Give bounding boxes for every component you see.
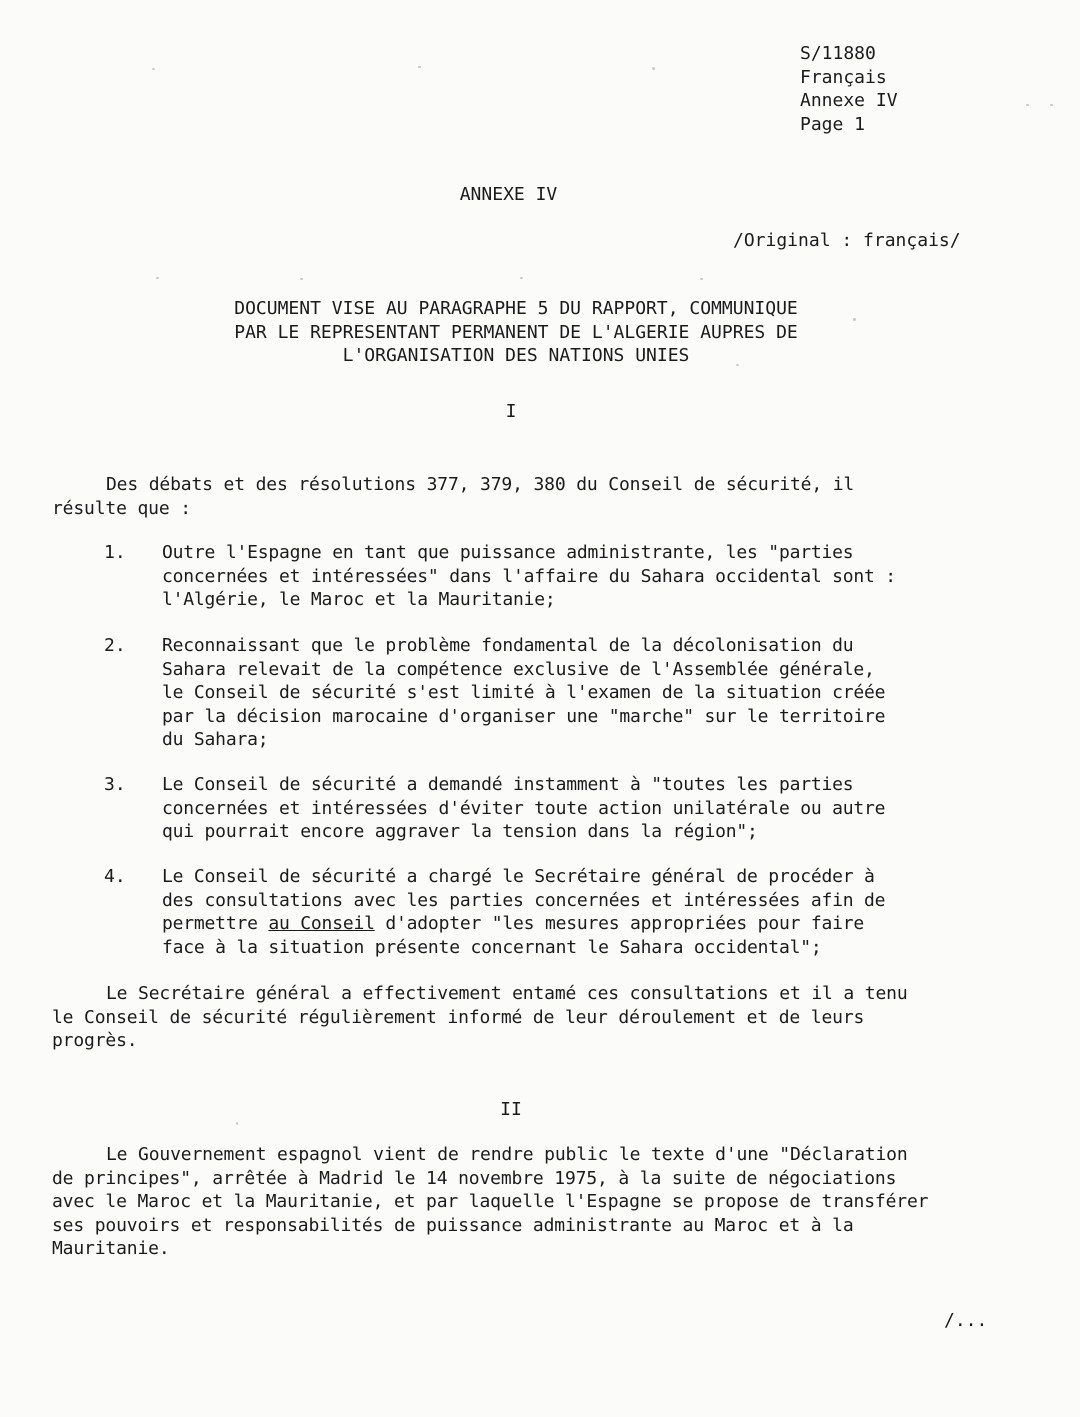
scan-speck: [152, 68, 155, 70]
list-item-line: concernées et intéressées" dans l'affaire du Sahara occidental sont :: [162, 565, 896, 587]
list-item-line: Outre l'Espagne en tant que puissance administrante, les "parties: [162, 542, 854, 563]
list-item-line: concernées et intéressées d'éviter toute action unilatérale ou autre: [162, 797, 886, 819]
section-1-closing: [52, 982, 992, 1053]
paragraph-line: Le Gouvernement espagnol vient de rendre public le texte d'une "Déclaration: [106, 1144, 908, 1165]
section-number-2: II: [500, 1099, 522, 1120]
scan-speck: [418, 66, 421, 68]
scan-speck: [236, 1122, 238, 1125]
scan-speck: [736, 364, 739, 366]
list-item-text: [162, 773, 982, 844]
list-item-line: Le Conseil de sécurité a chargé le Secrétaire général de procéder à: [162, 866, 875, 887]
scan-speck: [853, 318, 856, 321]
original-language-note: /Original : français/: [733, 230, 961, 251]
paragraph-line: résulte que :: [52, 497, 191, 519]
scan-speck: [1026, 104, 1029, 106]
underlined-text: au Conseil: [268, 913, 375, 934]
scan-speck: [700, 278, 703, 280]
document-reference: [800, 42, 1040, 136]
line-segment: d'adopter "les mesures appropriées pour faire: [374, 913, 865, 934]
list-item-line: des consultations avec les parties concernées et intéressées afin de: [162, 889, 886, 911]
list-item-number: 4.: [104, 866, 126, 887]
annex-title: ANNEXE IV: [459, 184, 558, 205]
section-2-paragraph: [52, 1143, 992, 1261]
paragraph-line: progrès.: [52, 1030, 138, 1051]
list-item-line: le Conseil de sécurité s'est limité à l'examen de la situation créée: [162, 682, 886, 703]
scan-speck: [156, 277, 159, 279]
list-item-line: Le Conseil de sécurité a demandé instamment à "toutes les parties: [162, 774, 854, 795]
list-item-number: 3.: [104, 774, 126, 795]
paragraph-line: de principes", arrêtée à Madrid le 14 novembre 1975, à la suite de négociations: [52, 1167, 897, 1189]
list-item-line: l'Algérie, le Maroc et la Mauritanie;: [162, 589, 556, 610]
paragraph-line: avec le Maroc et la Mauritanie, et par laquelle l'Espagne se propose de transférer: [52, 1191, 929, 1212]
document-language: Français: [800, 66, 887, 88]
paragraph-line: Le Secrétaire général a effectivement entamé ces consultations et il a tenu: [106, 983, 908, 1004]
continuation-mark: /...: [944, 1310, 988, 1331]
document-annex: Annexe IV: [800, 90, 898, 111]
paragraph-line: Mauritanie.: [52, 1238, 170, 1259]
document-title-line: L'ORGANISATION DES NATIONS UNIES: [342, 345, 690, 366]
list-item-line: Reconnaissant que le problème fondamental de la décolonisation du: [162, 635, 854, 656]
section-number-1: I: [505, 401, 517, 422]
section-1-intro: [52, 473, 992, 520]
document-symbol: S/11880: [800, 43, 876, 64]
list-item-line: face à la situation présente concernant le Sahara occidental";: [162, 936, 822, 958]
list-item-line: Sahara relevait de la compétence exclusive de l'Assemblée générale,: [162, 658, 875, 680]
document-page-number: Page 1: [800, 113, 866, 135]
list-item-line: par la décision marocaine d'organiser une "marche" sur le territoire: [162, 705, 886, 727]
list-item-text: [162, 865, 982, 959]
list-item-number: 1.: [104, 542, 126, 563]
document-title-line: DOCUMENT VISE AU PARAGRAPHE 5 DU RAPPORT, COMMUNIQUE: [234, 298, 798, 319]
scan-speck: [652, 67, 655, 70]
list-item-line: [162, 912, 982, 936]
scan-speck: [300, 278, 303, 280]
paragraph-line: Des débats et des résolutions 377, 379, 380 du Conseil de sécurité, il: [106, 474, 855, 495]
list-item-line: du Sahara;: [162, 729, 269, 750]
list-item-line: qui pourrait encore aggraver la tension dans la région";: [162, 821, 758, 842]
scan-speck: [1050, 104, 1053, 106]
line-segment: permettre: [162, 913, 269, 934]
paragraph-line: ses pouvoirs et responsabilités de puissance administrante au Maroc et à la: [52, 1214, 854, 1236]
paragraph-line: le Conseil de sécurité régulièrement informé de leur déroulement et de leurs: [52, 1006, 865, 1028]
list-item-number: 2.: [104, 635, 126, 656]
document-title-line: PAR LE REPRESENTANT PERMANENT DE L'ALGERIE AUPRES DE: [234, 321, 798, 343]
list-item-text: [162, 634, 982, 752]
document-title: [110, 297, 922, 368]
list-item-text: [162, 541, 982, 612]
scan-speck: [520, 277, 523, 279]
